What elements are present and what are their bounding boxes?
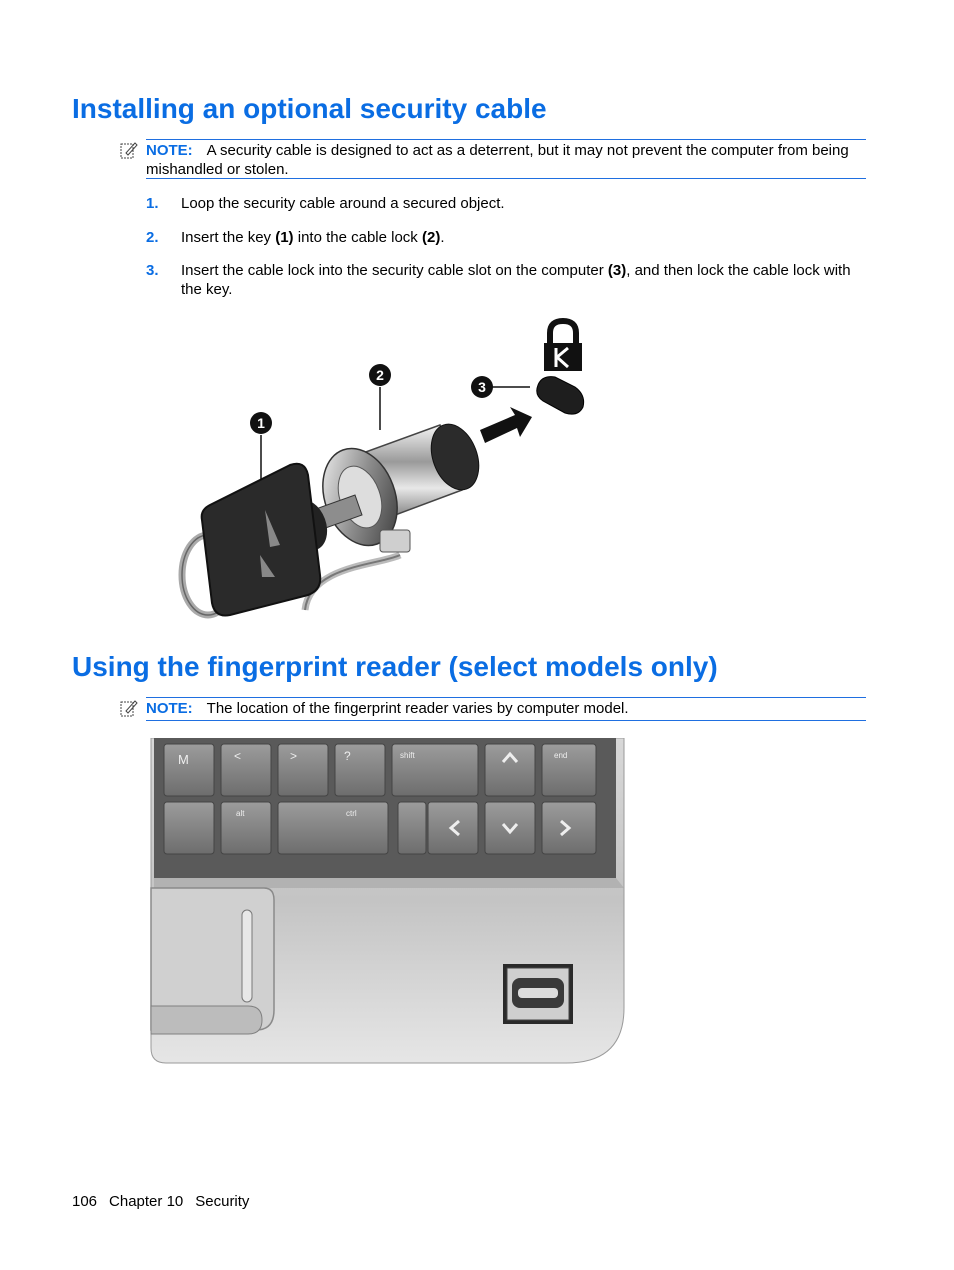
fingerprint-reader-illustration xyxy=(146,738,626,1066)
chapter-label: Chapter 10 xyxy=(109,1193,184,1210)
page-number: 106 xyxy=(72,1193,98,1210)
callout-3: 3 xyxy=(478,379,486,395)
step-number: 2. xyxy=(146,229,159,246)
key-alt: alt xyxy=(236,809,245,818)
note-text: A security cable is designed to act as a deterrent, but it may not prevent the computer from being mishandled or stolen. xyxy=(146,142,849,178)
key-slash: ? xyxy=(344,749,351,763)
note-icon xyxy=(120,141,138,159)
callout-2: 2 xyxy=(376,367,384,383)
note-fingerprint-reader xyxy=(146,697,866,721)
key-period: > xyxy=(290,749,298,763)
step-text: Insert the cable lock into the security cable slot on the computer (3), and then lock the cable lock with the key. xyxy=(181,262,851,298)
note-icon xyxy=(120,699,138,717)
note-label: NOTE: xyxy=(146,700,193,717)
step-number: 3. xyxy=(146,262,159,279)
step-text: Loop the security cable around a secured object. xyxy=(181,195,505,212)
key-comma: < xyxy=(234,749,242,763)
callout-1: 1 xyxy=(257,415,265,431)
security-slot xyxy=(537,377,584,414)
note-text: The location of the fingerprint reader varies by computer model. xyxy=(206,700,629,717)
key-end: end xyxy=(554,751,568,760)
key-ctrl: ctrl xyxy=(346,809,357,818)
section-title-security-cable: Installing an optional security cable xyxy=(72,93,547,124)
key-m: M xyxy=(178,752,189,767)
note-label: NOTE: xyxy=(146,142,193,159)
page-footer xyxy=(72,1193,261,1210)
lock-icon xyxy=(544,321,582,371)
section-title-fingerprint-reader: Using the fingerprint reader (select models only) xyxy=(72,651,718,682)
security-cable-illustration xyxy=(170,315,590,625)
section-label: Security xyxy=(195,1193,250,1210)
key-shift: shift xyxy=(400,751,415,760)
fingerprint-reader xyxy=(503,964,573,1024)
touchpad-button xyxy=(151,1006,262,1034)
step-number: 1. xyxy=(146,195,159,212)
note-security-cable xyxy=(146,139,866,179)
touchpad-scroll-zone xyxy=(242,910,252,1002)
step-text: Insert the key (1) into the cable lock (2). xyxy=(181,229,445,246)
insert-arrow xyxy=(480,407,532,443)
key-head xyxy=(202,464,321,616)
